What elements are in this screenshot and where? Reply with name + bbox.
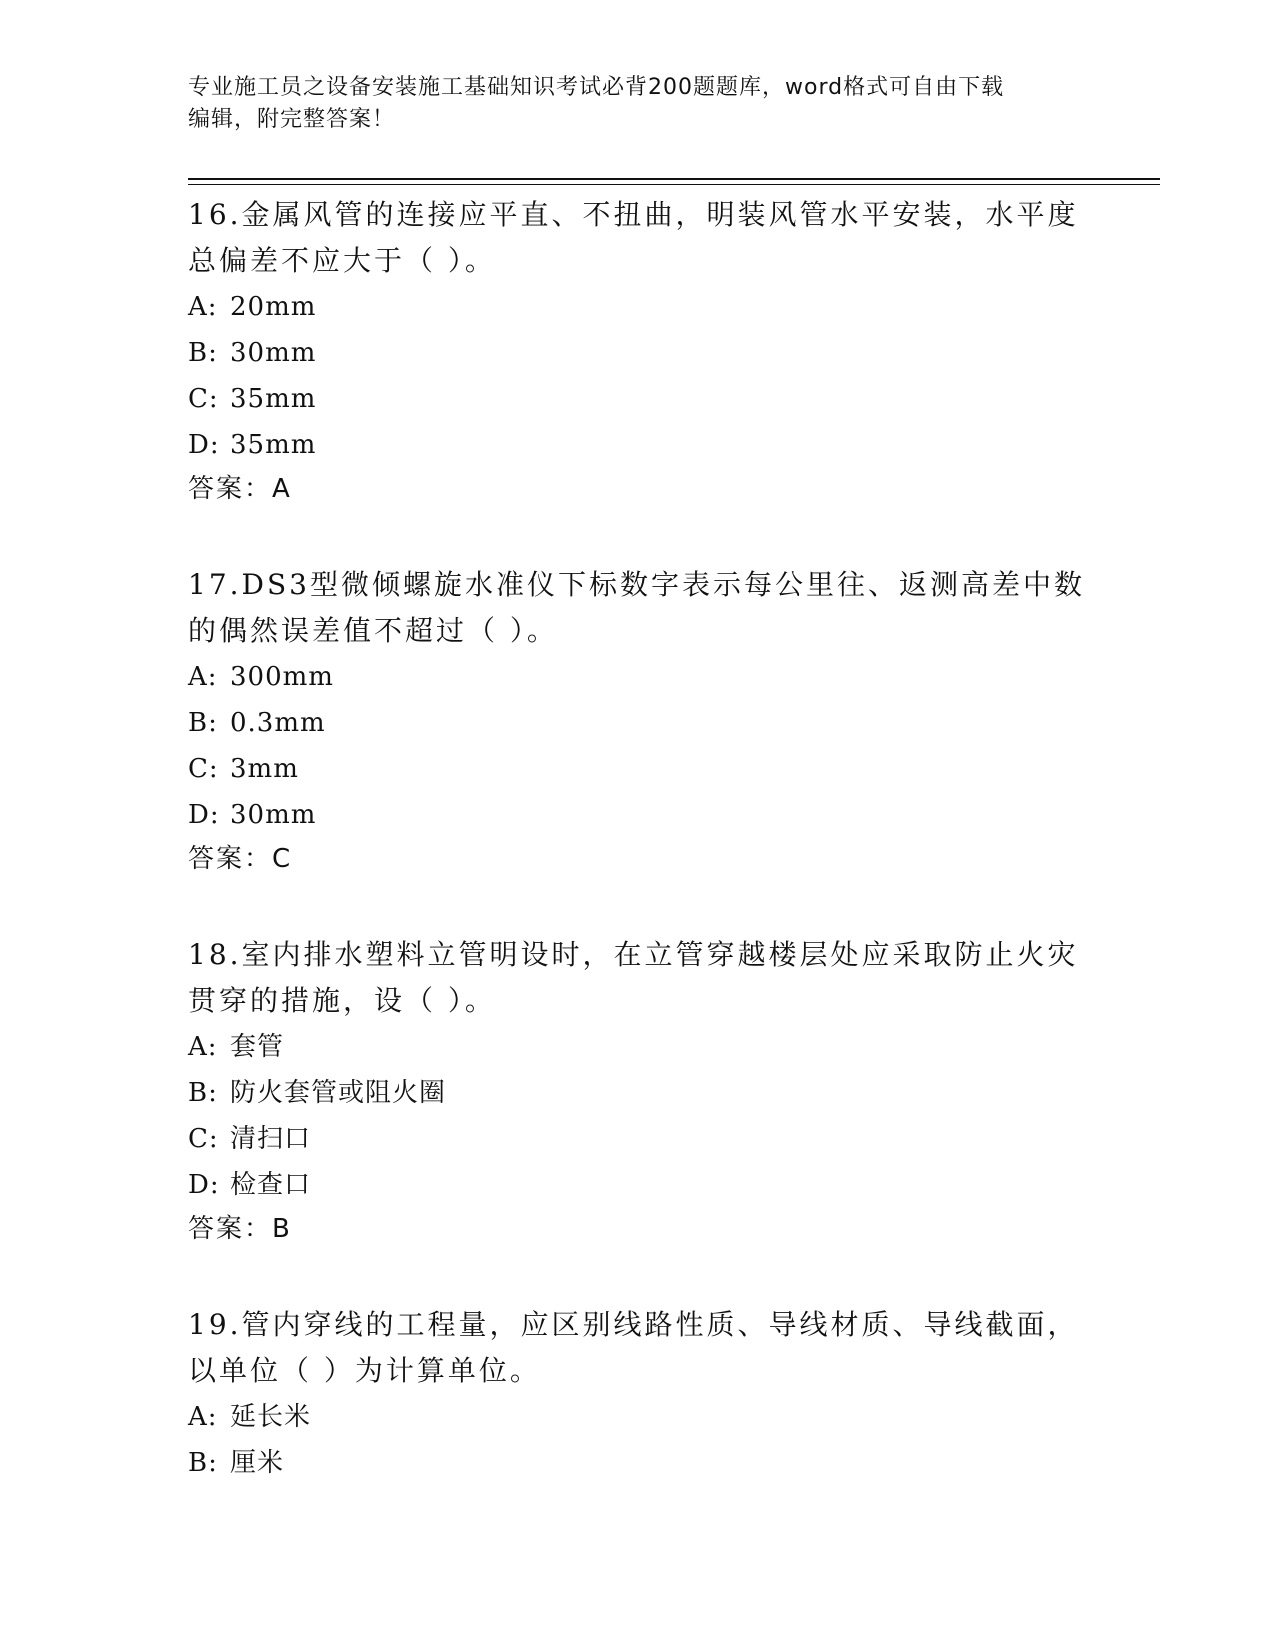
option-label: C: <box>188 754 219 784</box>
option-label: B: <box>188 1448 218 1478</box>
option-label: B: <box>188 708 218 738</box>
answer-option <box>188 1070 1088 1116</box>
question-text: 19.管内穿线的工程量，应区别线路性质、导线材质、导线截面，以单位（ ）为计算单位。 <box>188 1308 1079 1387</box>
answer-option <box>188 1024 1088 1070</box>
option-text: 20mm <box>230 292 317 322</box>
question-block <box>188 562 1088 880</box>
header-title-line-2: 编辑，附完整答案！ <box>188 107 396 132</box>
option-text: 清扫口 <box>230 1124 312 1154</box>
answer-option <box>188 1162 1088 1208</box>
option-label: A: <box>188 662 218 692</box>
option-text: 套管 <box>230 1032 285 1062</box>
answer-option <box>188 654 1088 700</box>
option-label: C: <box>188 1124 219 1154</box>
option-text: 检查口 <box>230 1170 312 1200</box>
answer-option <box>188 1116 1088 1162</box>
option-text: 30mm <box>230 800 317 830</box>
document-header <box>188 72 1088 136</box>
answer-option <box>188 1440 1088 1486</box>
question-text: 18.室内排水塑料立管明设时，在立管穿越楼层处应采取防止火灾贯穿的措施，设（ ）。 <box>188 938 1079 1017</box>
answer-key: 答案：B <box>188 1214 292 1244</box>
answer-option <box>188 746 1088 792</box>
question-text: 17.DS3型微倾螺旋水准仪下标数字表示每公里往、返测高差中数的偶然误差值不超过（ ）。 <box>188 568 1085 647</box>
answer-option <box>188 422 1088 468</box>
option-label: C: <box>188 384 219 414</box>
option-text: 35mm <box>230 430 317 460</box>
option-text: 35mm <box>230 384 317 414</box>
question-text: 16.金属风管的连接应平直、不扭曲，明装风管水平安装，水平度总偏差不应大于（ ）。 <box>188 198 1079 277</box>
option-text: 延长米 <box>230 1402 312 1432</box>
answer-option <box>188 284 1088 330</box>
question-block <box>188 932 1088 1250</box>
option-text: 防火套管或阻火圈 <box>230 1078 447 1108</box>
option-label: D: <box>188 1170 220 1200</box>
option-text: 30mm <box>230 338 317 368</box>
question-list <box>188 192 1088 1538</box>
question-block <box>188 192 1088 510</box>
header-divider-thick <box>188 178 1160 180</box>
answer-key: 答案：C <box>188 844 293 874</box>
answer-option <box>188 792 1088 838</box>
option-text: 厘米 <box>230 1448 285 1478</box>
answer-option <box>188 330 1088 376</box>
option-text: 0.3mm <box>230 708 326 738</box>
option-label: D: <box>188 430 220 460</box>
option-label: A: <box>188 1402 218 1432</box>
answer-key: 答案：A <box>188 474 292 504</box>
option-label: B: <box>188 1078 218 1108</box>
option-text: 3mm <box>230 754 299 784</box>
answer-option <box>188 700 1088 746</box>
option-text: 300mm <box>230 662 334 692</box>
option-label: A: <box>188 1032 218 1062</box>
header-divider-thin <box>188 184 1160 185</box>
option-label: A: <box>188 292 218 322</box>
header-title-line-1: 专业施工员之设备安装施工基础知识考试必背200题题库，word格式可自由下载 <box>188 75 1005 100</box>
question-block <box>188 1302 1088 1486</box>
answer-option <box>188 1394 1088 1440</box>
option-label: D: <box>188 800 220 830</box>
answer-option <box>188 376 1088 422</box>
option-label: B: <box>188 338 218 368</box>
